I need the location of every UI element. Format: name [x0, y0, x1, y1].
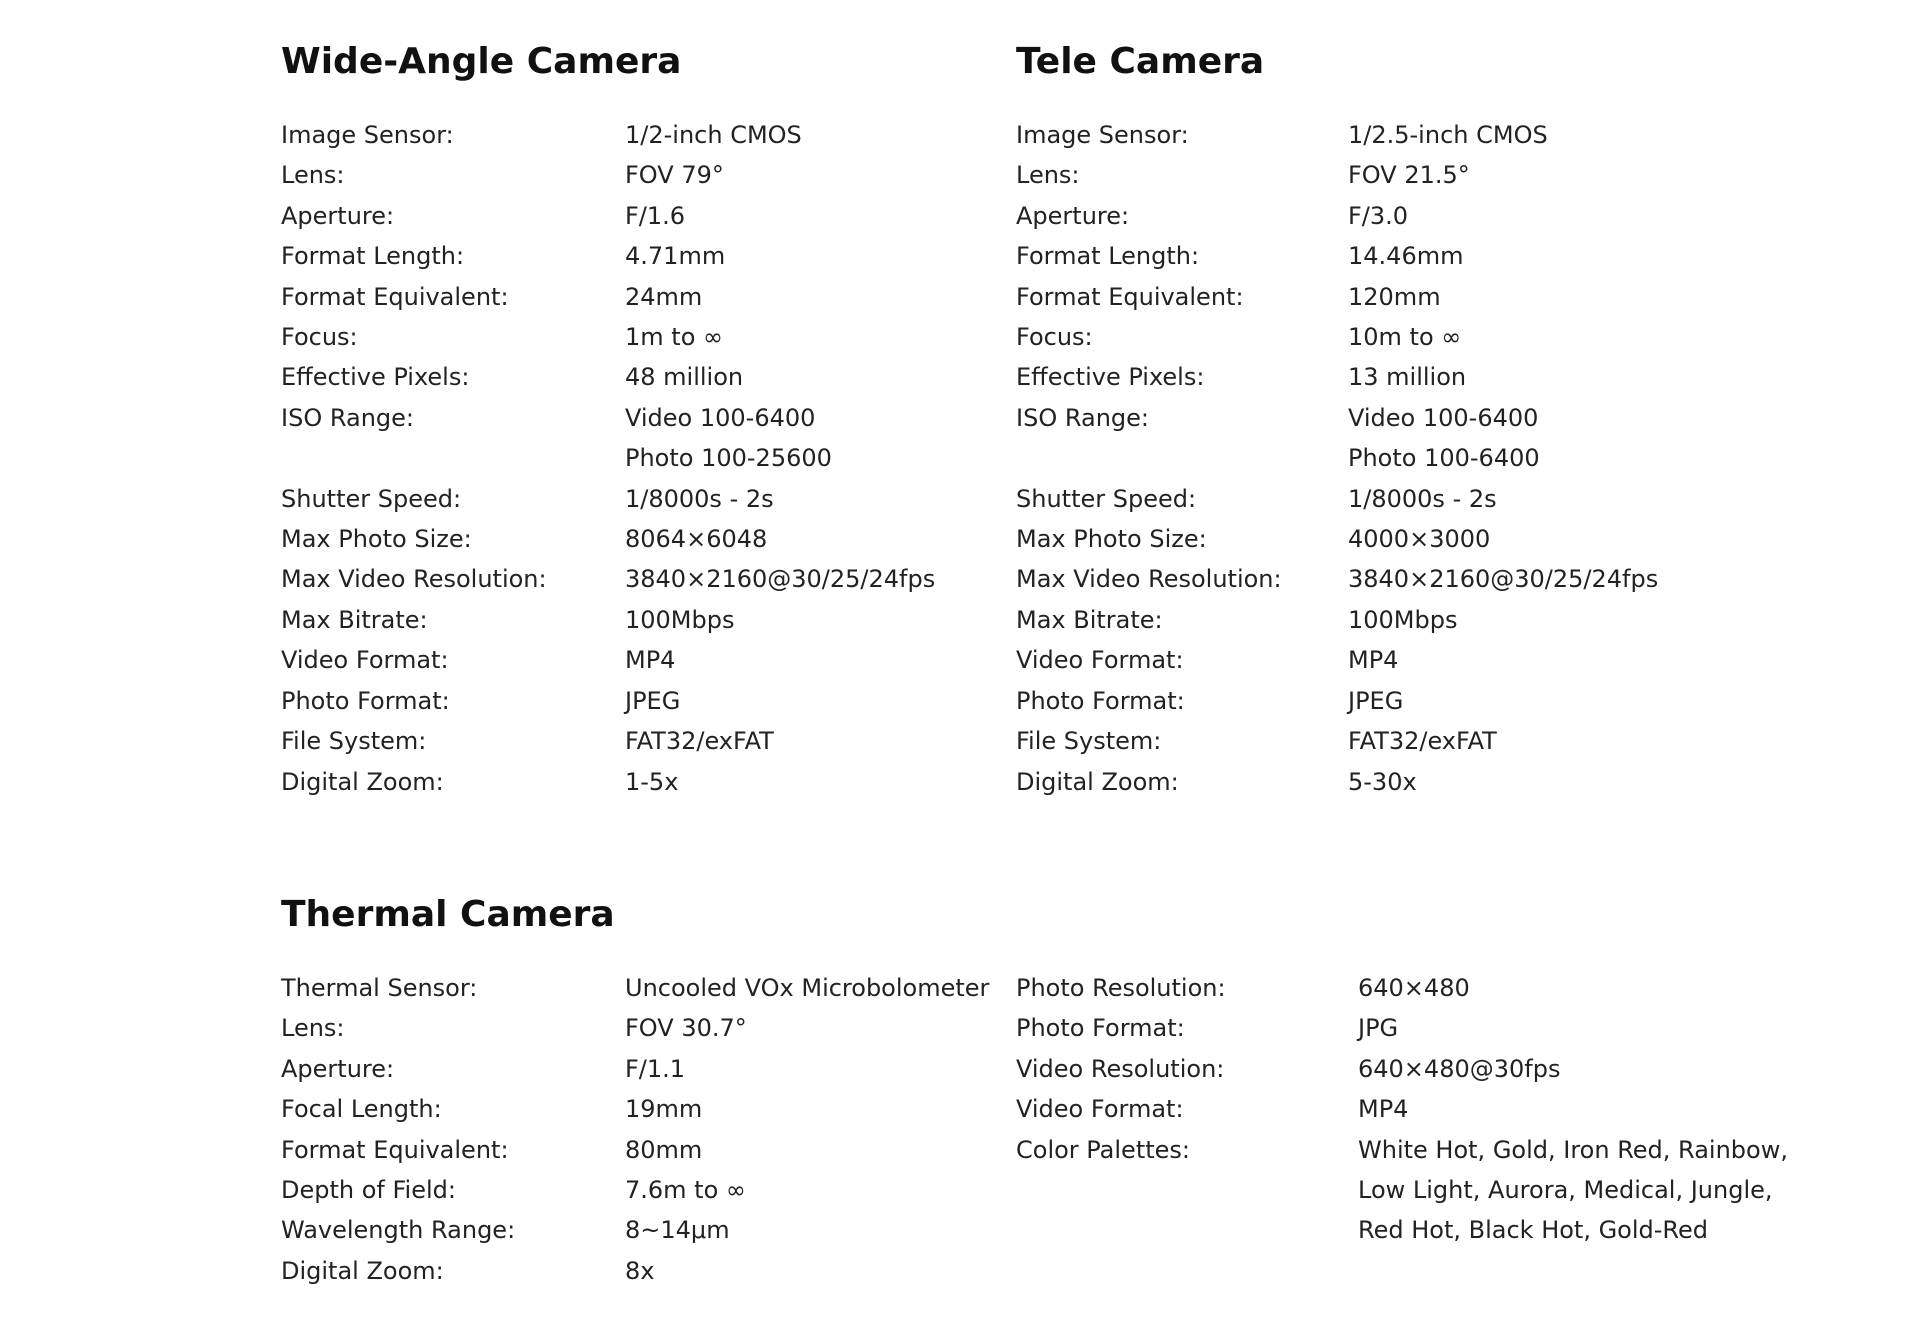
spec-row — [1016, 968, 1788, 1008]
spec-label: Digital Zoom: — [281, 767, 444, 796]
spec-row — [281, 762, 935, 802]
spec-row — [281, 196, 935, 236]
spec-label: File System: — [1016, 727, 1162, 756]
spec-value-line: FOV 21.5° — [1348, 161, 1470, 190]
spec-row — [1016, 115, 1658, 155]
spec-value-line: 640×480 — [1358, 974, 1470, 1002]
spec-value-line: 19mm — [625, 1095, 703, 1124]
spec-value — [625, 1130, 702, 1170]
spec-label: Format Equivalent: — [1016, 282, 1244, 311]
spec-row — [281, 398, 935, 479]
spec-value-line: 3840×2160@30/25/24fps — [625, 565, 936, 594]
spec-value — [1348, 196, 1408, 236]
section-title: Tele Camera — [1016, 41, 1265, 82]
spec-row — [281, 1251, 989, 1291]
spec-row — [281, 277, 935, 317]
spec-label: Wavelength Range: — [281, 1216, 516, 1245]
spec-label: Photo Resolution: — [1016, 974, 1226, 1002]
spec-label: Format Length: — [281, 242, 465, 271]
spec-table — [1016, 115, 1658, 802]
spec-row — [281, 115, 935, 155]
spec-value — [625, 1170, 746, 1210]
spec-value-line: 8x — [625, 1256, 655, 1285]
spec-row — [281, 559, 935, 599]
spec-value-line: 1-5x — [625, 767, 679, 796]
spec-row — [281, 236, 935, 276]
spec-value-line: 48 million — [625, 363, 744, 392]
spec-value-line: 640×480@30fps — [1358, 1054, 1561, 1083]
spec-label: Video Resolution: — [1016, 1054, 1225, 1083]
spec-row — [281, 1089, 989, 1129]
spec-value-line: 5-30x — [1348, 767, 1417, 796]
spec-row — [1016, 236, 1658, 276]
spec-value-line: 100Mbps — [625, 605, 735, 634]
spec-label: Digital Zoom: — [1016, 767, 1179, 796]
spec-value-line: 100Mbps — [1348, 605, 1458, 634]
spec-value — [1358, 1130, 1788, 1251]
spec-value-line: 80mm — [625, 1135, 703, 1164]
spec-value-line: FAT32/exFAT — [625, 727, 774, 756]
spec-label: Max Video Resolution: — [281, 565, 547, 594]
spec-value-line: 120mm — [1348, 282, 1441, 311]
spec-value — [1348, 762, 1417, 802]
spec-row — [281, 1130, 989, 1170]
spec-value — [1358, 968, 1470, 1008]
spec-value — [1348, 721, 1497, 761]
spec-value — [625, 236, 725, 276]
spec-row — [1016, 479, 1658, 519]
spec-label: Video Format: — [1016, 646, 1184, 675]
spec-value-line: MP4 — [625, 646, 676, 675]
spec-value-line: 14.46mm — [1348, 242, 1464, 271]
spec-row — [281, 1170, 989, 1210]
spec-row — [1016, 1089, 1788, 1129]
spec-row — [281, 479, 935, 519]
spec-value-line: 24mm — [625, 282, 703, 311]
spec-value-line: 10m to ∞ — [1348, 323, 1462, 352]
spec-value — [1348, 317, 1461, 357]
spec-value-line: 1/8000s - 2s — [625, 484, 774, 513]
spec-value — [625, 519, 767, 559]
spec-row — [1016, 1049, 1788, 1089]
spec-label: Depth of Field: — [281, 1176, 456, 1205]
spec-value-line: JPEG — [1348, 686, 1404, 715]
spec-value — [625, 317, 723, 357]
spec-row — [1016, 721, 1658, 761]
spec-value — [625, 277, 702, 317]
spec-value — [625, 155, 724, 195]
spec-row — [281, 357, 935, 397]
spec-value-line: Uncooled VOx Microbolometer — [625, 974, 990, 1002]
spec-label: Focus: — [1016, 323, 1093, 352]
spec-label: File System: — [281, 727, 427, 756]
spec-label: Aperture: — [281, 201, 395, 230]
spec-value — [625, 1251, 654, 1291]
spec-value — [1358, 1049, 1560, 1089]
spec-value — [625, 559, 935, 599]
spec-value — [625, 1049, 685, 1089]
spec-label: Format Equivalent: — [281, 1135, 509, 1164]
spec-value-line: Red Hot, Black Hot, Gold-Red — [1358, 1216, 1709, 1245]
spec-label: Effective Pixels: — [281, 363, 470, 392]
spec-value-line: FOV 30.7° — [625, 1014, 747, 1043]
spec-value-line: 8~14μm — [625, 1216, 730, 1245]
spec-value-line: 7.6m to ∞ — [625, 1176, 746, 1205]
spec-row — [1016, 1130, 1788, 1251]
spec-value-line: Photo 100-25600 — [625, 444, 832, 473]
thermal-camera-section — [281, 893, 1788, 1285]
tele-camera-section — [1016, 40, 1736, 796]
spec-value — [625, 357, 743, 397]
spec-value-line: 1/8000s - 2s — [1348, 484, 1497, 513]
spec-row — [1016, 155, 1658, 195]
spec-label: Video Format: — [281, 646, 449, 675]
spec-label: Lens: — [1016, 161, 1080, 190]
spec-label: Image Sensor: — [281, 121, 454, 149]
spec-label: Digital Zoom: — [281, 1256, 444, 1285]
spec-row — [1016, 277, 1658, 317]
spec-row — [281, 600, 935, 640]
spec-row — [281, 721, 935, 761]
spec-row — [1016, 600, 1658, 640]
spec-value — [625, 600, 735, 640]
spec-value — [625, 1089, 702, 1129]
wide-angle-camera-section — [281, 40, 1001, 796]
spec-row — [281, 155, 935, 195]
spec-row — [281, 1008, 989, 1048]
spec-value — [625, 681, 680, 721]
spec-label: Photo Format: — [1016, 686, 1185, 715]
spec-label: Lens: — [281, 161, 345, 190]
spec-value — [1348, 398, 1540, 479]
spec-value — [625, 968, 989, 1008]
spec-value-line: JPEG — [625, 686, 681, 715]
spec-value — [625, 721, 774, 761]
spec-value-line: Video 100-6400 — [1348, 403, 1539, 432]
spec-value-line: FAT32/exFAT — [1348, 727, 1497, 756]
spec-row — [1016, 1008, 1788, 1048]
spec-label: Video Format: — [1016, 1095, 1184, 1124]
spec-label: Max Photo Size: — [281, 525, 472, 554]
spec-label: Max Video Resolution: — [1016, 565, 1282, 594]
spec-label: Photo Format: — [1016, 1014, 1185, 1043]
spec-label: Max Photo Size: — [1016, 525, 1207, 554]
spec-label: Lens: — [281, 1014, 345, 1043]
spec-row — [1016, 640, 1658, 680]
spec-value — [1348, 600, 1458, 640]
spec-value — [1348, 559, 1658, 599]
spec-label: Thermal Sensor: — [281, 974, 478, 1002]
spec-value-line: Photo 100-6400 — [1348, 444, 1540, 473]
spec-value-line: 13 million — [1348, 363, 1467, 392]
spec-row — [1016, 317, 1658, 357]
spec-value — [625, 196, 685, 236]
spec-value-line: 4000×3000 — [1348, 525, 1491, 554]
spec-value-line: F/1.6 — [625, 201, 686, 230]
spec-value-line: 1/2.5-inch CMOS — [1348, 121, 1548, 149]
spec-value — [1348, 357, 1466, 397]
spec-value — [1348, 479, 1497, 519]
spec-value-line: 1m to ∞ — [625, 323, 723, 352]
spec-value — [625, 115, 802, 155]
spec-value-line: F/3.0 — [1348, 201, 1409, 230]
spec-label: Aperture: — [281, 1054, 395, 1083]
spec-value — [625, 640, 675, 680]
spec-value — [625, 479, 774, 519]
spec-row — [1016, 762, 1658, 802]
spec-row — [281, 519, 935, 559]
spec-row — [281, 968, 989, 1008]
spec-row — [281, 1049, 989, 1089]
spec-table — [281, 115, 935, 802]
spec-value — [1348, 155, 1470, 195]
spec-value — [1348, 640, 1398, 680]
spec-value-line: 3840×2160@30/25/24fps — [1348, 565, 1659, 594]
spec-value-line: MP4 — [1348, 646, 1399, 675]
spec-value — [1348, 236, 1463, 276]
spec-value-line: 1/2-inch CMOS — [625, 121, 802, 149]
spec-row — [1016, 519, 1658, 559]
spec-value-line: FOV 79° — [625, 161, 724, 190]
spec-label: Focal Length: — [281, 1095, 442, 1124]
spec-label: Aperture: — [1016, 201, 1130, 230]
spec-value-line: Low Light, Aurora, Medical, Jungle, — [1358, 1176, 1773, 1205]
section-title: Thermal Camera — [281, 894, 615, 935]
spec-value-line: 4.71mm — [625, 242, 726, 271]
spec-label: Effective Pixels: — [1016, 363, 1205, 392]
spec-label: Max Bitrate: — [1016, 605, 1163, 634]
spec-value — [1348, 277, 1441, 317]
spec-label: ISO Range: — [281, 403, 414, 432]
spec-value — [1358, 1089, 1408, 1129]
spec-value-line: F/1.1 — [625, 1054, 686, 1083]
spec-table-right — [1016, 968, 1788, 1251]
spec-value — [625, 1210, 730, 1250]
spec-value-line: MP4 — [1358, 1095, 1409, 1124]
spec-label: ISO Range: — [1016, 403, 1149, 432]
spec-row — [281, 317, 935, 357]
spec-value — [1348, 681, 1403, 721]
spec-value — [1348, 519, 1490, 559]
spec-value-line: JPG — [1358, 1014, 1399, 1043]
spec-value — [1358, 1008, 1398, 1048]
spec-value-line: White Hot, Gold, Iron Red, Rainbow, — [1358, 1135, 1788, 1164]
spec-label: Max Bitrate: — [281, 605, 428, 634]
spec-row — [1016, 681, 1658, 721]
spec-table-left — [281, 968, 989, 1291]
spec-row — [281, 681, 935, 721]
spec-row — [1016, 357, 1658, 397]
spec-label: Focus: — [281, 323, 358, 352]
spec-row — [281, 1210, 989, 1250]
spec-value — [625, 398, 832, 479]
spec-label: Format Equivalent: — [281, 282, 509, 311]
spec-label: Shutter Speed: — [1016, 484, 1197, 513]
spec-label: Shutter Speed: — [281, 484, 462, 513]
spec-label: Photo Format: — [281, 686, 450, 715]
spec-value — [625, 762, 678, 802]
spec-label: Image Sensor: — [1016, 121, 1189, 149]
spec-value-line: Video 100-6400 — [625, 403, 816, 432]
spec-row — [1016, 196, 1658, 236]
spec-row — [281, 640, 935, 680]
spec-label: Color Palettes: — [1016, 1135, 1190, 1164]
spec-row — [1016, 559, 1658, 599]
spec-value — [1348, 115, 1548, 155]
spec-value — [625, 1008, 747, 1048]
spec-label: Format Length: — [1016, 242, 1200, 271]
spec-row — [1016, 398, 1658, 479]
spec-value-line: 8064×6048 — [625, 525, 768, 554]
section-title: Wide-Angle Camera — [281, 41, 682, 82]
